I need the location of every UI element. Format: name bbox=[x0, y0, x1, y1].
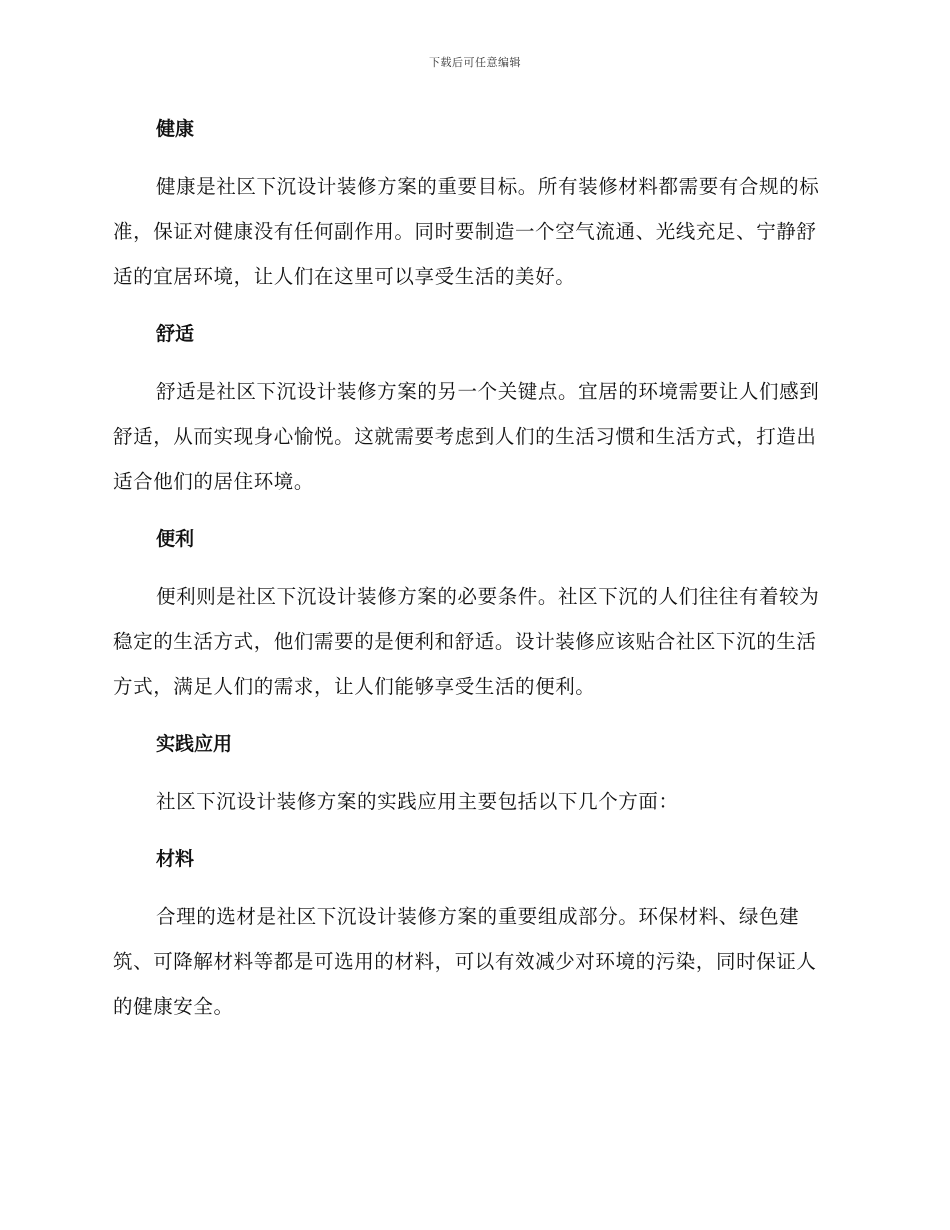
section-heading-practice: 实践应用 bbox=[156, 733, 233, 755]
section-paragraph-materials: 合理的选材是社区下沉设计装修方案的重要组成部分。环保材料、绿色建筑、可降解材料等都是可选用的材料，可以有效减少对环境的污染，同时保证人的健康安全。 bbox=[113, 905, 817, 1018]
header-note: 下载后可任意编辑 bbox=[429, 56, 521, 69]
section-paragraph-comfort: 舒适是社区下沉设计装修方案的另一个关键点。宜居的环境需要让人们感到舒适，从而实现身心愉悦。这就需要考虑到人们的生活习惯和生活方式，打造出适合他们的居住环境。 bbox=[113, 380, 820, 493]
section-heading-convenience: 便利 bbox=[156, 528, 195, 550]
section-paragraph-convenience: 便利则是社区下沉设计装修方案的必要条件。社区下沉的人们往往有着较为稳定的生活方式，他们需要的是便利和舒适。设计装修应该贴合社区下沉的生活方式，满足人们的需求，让人们能够享受生活的便利。 bbox=[113, 585, 820, 698]
section-heading-materials: 材料 bbox=[156, 848, 195, 870]
section-paragraph-practice: 社区下沉设计装修方案的实践应用主要包括以下几个方面： bbox=[156, 790, 679, 813]
section-heading-health: 健康 bbox=[156, 118, 195, 140]
section-heading-comfort: 舒适 bbox=[156, 323, 195, 345]
document-body bbox=[113, 108, 833, 1029]
section-paragraph-health: 健康是社区下沉设计装修方案的重要目标。所有装修材料都需要有合规的标准，保证对健康没有任何副作用。同时要制造一个空气流通、光线充足、宁静舒适的宜居环境，让人们在这里可以享受生活的美好。 bbox=[113, 175, 820, 288]
